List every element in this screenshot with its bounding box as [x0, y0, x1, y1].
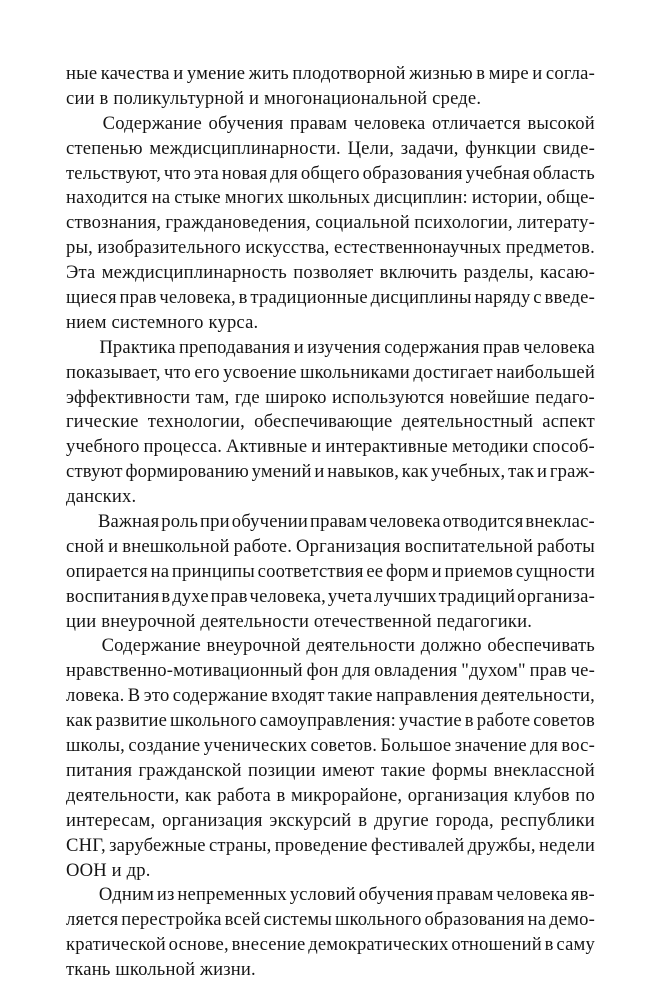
text-line — [66, 361, 595, 386]
word: в — [544, 934, 554, 956]
word: школьных — [287, 187, 371, 209]
word: учебная — [465, 162, 531, 184]
word: самоуправления: — [259, 710, 396, 732]
word: истории, — [471, 187, 543, 209]
word: Важная — [97, 511, 160, 533]
text-line — [66, 211, 595, 236]
word: школьного — [170, 710, 257, 732]
word: СНГ, — [66, 834, 106, 856]
word: демократических — [308, 934, 449, 956]
word: Содержание — [101, 635, 201, 657]
text-line — [66, 435, 595, 460]
word: и — [314, 461, 325, 483]
word: отношений — [451, 934, 542, 956]
word: традиций — [438, 585, 516, 607]
word: че- — [570, 660, 595, 682]
word: нравственно-мотивационный — [66, 660, 303, 682]
word: направления — [376, 685, 479, 707]
word: общего — [300, 162, 360, 184]
word: формированию — [125, 461, 249, 483]
word: усвоение — [223, 361, 297, 383]
word: кратической — [66, 934, 166, 956]
word: питания — [66, 759, 133, 781]
word: интерактивные — [325, 436, 448, 458]
word: щиеся — [66, 287, 117, 309]
word: степенью — [66, 137, 143, 159]
word: создание — [128, 735, 201, 757]
word: находится — [66, 187, 148, 209]
word: школьниками — [300, 361, 410, 383]
word: организация — [162, 809, 263, 831]
word: в — [476, 63, 486, 84]
word: наряду — [474, 287, 531, 309]
text-line — [66, 610, 595, 635]
word: высокой — [527, 112, 595, 134]
word: овладения — [374, 660, 458, 682]
word: ные — [66, 63, 98, 84]
word-run: данских. — [66, 486, 137, 508]
word: жить — [248, 63, 289, 84]
word: человека — [353, 112, 426, 134]
text-line — [66, 883, 595, 908]
word: сной — [66, 535, 105, 557]
word: обеспечивающие — [254, 411, 393, 433]
word: Активные — [226, 436, 308, 458]
word: школы, — [66, 735, 125, 757]
word: имеют — [321, 759, 375, 781]
word: человека — [523, 336, 595, 358]
text-line — [66, 386, 595, 411]
word: образования — [362, 162, 463, 184]
word: непременных — [177, 884, 287, 906]
word: изучения — [307, 336, 381, 358]
word: должно — [420, 635, 482, 657]
word: человека, — [249, 585, 326, 607]
word: работа — [217, 784, 271, 806]
word: ствуют — [66, 461, 123, 483]
word: вос- — [561, 735, 595, 757]
word: Организация — [296, 535, 401, 557]
word: роль — [161, 511, 199, 533]
word: так — [508, 461, 535, 483]
word: прав — [210, 585, 248, 607]
word: эффективности — [66, 386, 191, 408]
word: разделы, — [463, 262, 534, 284]
word: ее — [366, 560, 384, 582]
word: в — [238, 287, 248, 309]
word: значение — [454, 735, 527, 757]
word: функции — [465, 137, 537, 159]
text-line — [66, 734, 595, 759]
word: социальной — [315, 212, 410, 234]
word: Эта — [66, 262, 96, 284]
word: учета — [327, 585, 373, 607]
text-line — [66, 62, 595, 87]
word: внесение — [231, 934, 306, 956]
word: дружбы, — [467, 834, 536, 856]
word: по — [575, 784, 595, 806]
word: правам — [290, 112, 348, 134]
word: экскурсий — [269, 809, 352, 831]
text-line — [66, 311, 595, 336]
word: и — [311, 436, 322, 458]
word: сущности — [515, 560, 595, 582]
word-run: сии в поликультурной и многонациональной среде. — [66, 87, 482, 109]
word: воспитательной — [404, 535, 534, 557]
word: гические — [66, 411, 139, 433]
word: естественнонаучных — [334, 237, 502, 259]
word: и — [108, 535, 119, 557]
word: организа- — [517, 585, 595, 607]
word: микрорайоне, — [291, 784, 403, 806]
text-line — [66, 958, 595, 983]
paragraph — [66, 336, 595, 510]
word: наибольшей — [496, 361, 595, 383]
word: дисциплины — [370, 287, 472, 309]
text-line — [66, 759, 595, 784]
word: города, — [435, 809, 494, 831]
word: позиции — [248, 759, 316, 781]
word: учебного — [66, 436, 140, 458]
word: эта — [193, 162, 219, 184]
text-line — [66, 684, 595, 709]
word: ловека. — [66, 685, 125, 707]
word: Одним — [98, 884, 155, 906]
text-line — [66, 560, 595, 585]
word: правам — [309, 511, 368, 533]
word: условий — [289, 884, 356, 906]
paragraph — [66, 112, 595, 336]
word: на — [150, 560, 170, 582]
word: новая — [221, 162, 268, 184]
text-line — [66, 535, 595, 560]
word: плодотворной — [292, 63, 406, 84]
word: навыков, — [327, 461, 400, 483]
word: в — [276, 784, 286, 806]
word: дисциплин: — [374, 187, 468, 209]
word: такие — [327, 685, 373, 707]
word: технологии, — [147, 411, 245, 433]
word: стыке — [174, 187, 221, 209]
word: клубов — [513, 784, 570, 806]
word: прав — [529, 660, 567, 682]
word: формы — [431, 759, 488, 781]
text-line — [66, 112, 595, 137]
word: учебных, — [431, 461, 506, 483]
word: деятельности, — [481, 685, 595, 707]
word: внеклассной — [493, 759, 595, 781]
paragraph — [66, 510, 595, 634]
word: деятельности — [306, 635, 416, 657]
word: развитие — [95, 710, 168, 732]
word: используются — [332, 386, 445, 408]
word: процесса. — [143, 436, 223, 458]
word: способ- — [532, 436, 595, 458]
word: это — [143, 685, 170, 707]
word: предметов. — [505, 237, 595, 259]
word: граждановедения, — [165, 212, 311, 234]
text-line — [66, 286, 595, 311]
word: приемов — [444, 560, 514, 582]
text-line — [66, 809, 595, 834]
word: позволяет — [293, 262, 374, 284]
word: проведение — [274, 834, 368, 856]
word: обучения — [208, 112, 284, 134]
word: и — [532, 63, 543, 84]
word: советов — [533, 710, 595, 732]
word: республики — [500, 809, 595, 831]
text-line — [66, 137, 595, 162]
text-line — [66, 908, 595, 933]
word: на — [151, 187, 171, 209]
word: всей — [224, 909, 261, 931]
word: что — [163, 361, 192, 383]
paragraph — [66, 62, 595, 112]
word: из — [156, 884, 175, 906]
word: воспитания — [66, 585, 160, 607]
word: при — [200, 511, 230, 533]
word: мире — [488, 63, 529, 84]
word: "духом" — [461, 660, 526, 682]
word: работы — [537, 535, 595, 557]
word: входят — [271, 685, 325, 707]
text-line — [66, 261, 595, 286]
word: и — [293, 336, 304, 358]
word: касаю- — [540, 262, 595, 284]
word: там, — [195, 386, 230, 408]
word: принципы — [171, 560, 255, 582]
word: человека — [369, 511, 441, 533]
text-line — [66, 510, 595, 535]
word: Содержание — [102, 112, 202, 134]
word: работе. — [233, 535, 293, 557]
word: Большое — [380, 735, 452, 757]
text-line — [66, 784, 595, 809]
word: где — [234, 386, 260, 408]
word: в — [161, 585, 171, 607]
word: традиционные — [250, 287, 368, 309]
word: саму — [556, 934, 595, 956]
word: и — [173, 63, 184, 84]
word: соответствия — [257, 560, 364, 582]
word: такие — [380, 759, 426, 781]
word: организация — [407, 784, 509, 806]
word: обще- — [546, 187, 595, 209]
word: как — [66, 710, 93, 732]
word: что — [163, 162, 191, 184]
word: прав — [482, 336, 520, 358]
word: деятельности, — [66, 784, 180, 806]
word: жизнью — [409, 63, 473, 84]
word: умений — [251, 461, 312, 483]
word: человека — [496, 884, 568, 906]
word: интересам, — [66, 809, 156, 831]
word: искусства, — [245, 237, 330, 259]
word: тельствуют, — [66, 162, 162, 184]
word: обучения — [358, 884, 434, 906]
word: качества — [100, 63, 170, 84]
word: содержание — [172, 685, 268, 707]
word: советов. — [310, 735, 378, 757]
word: перестройка — [121, 909, 222, 931]
word: его — [194, 361, 220, 383]
word: умение — [186, 63, 246, 84]
word: обучении — [231, 511, 309, 533]
text-line — [66, 410, 595, 435]
word: ляется — [66, 909, 119, 931]
word: Практика — [99, 336, 176, 358]
word: с — [533, 287, 542, 309]
word: введе- — [544, 287, 595, 309]
word: достигает — [413, 361, 493, 383]
body-text-column — [66, 62, 595, 983]
word: междисциплинарности. — [149, 137, 341, 159]
word: показывает, — [66, 361, 161, 383]
text-line — [66, 859, 595, 884]
word: междисциплинарность — [101, 262, 287, 284]
text-line — [66, 336, 595, 361]
word: духе — [172, 585, 209, 607]
text-line — [66, 162, 595, 187]
text-line — [66, 460, 595, 485]
word: на — [527, 909, 547, 931]
word: деятельностный — [401, 411, 534, 433]
word: аспект — [542, 411, 595, 433]
word: новейшие — [449, 386, 530, 408]
word: и — [431, 560, 442, 582]
word: человека, — [159, 287, 236, 309]
text-line — [66, 87, 595, 112]
word-run: нием системного курса. — [66, 311, 259, 333]
word: преподавания — [178, 336, 291, 358]
word: форм — [385, 560, 429, 582]
word: другие — [374, 809, 429, 831]
word: образования — [424, 909, 525, 931]
word: многих — [224, 187, 284, 209]
text-line — [66, 585, 595, 610]
word: фон — [306, 660, 339, 682]
word: для — [270, 162, 299, 184]
word: демо- — [549, 909, 595, 931]
word: ры, — [66, 237, 93, 259]
word: работе — [476, 710, 531, 732]
word: внеурочной — [206, 635, 301, 657]
paragraph — [66, 883, 595, 983]
word: лучших — [374, 585, 437, 607]
word: гражданской — [138, 759, 242, 781]
text-line — [66, 186, 595, 211]
word: в — [464, 710, 474, 732]
word: содержания — [384, 336, 480, 358]
word: фестивалей — [370, 834, 465, 856]
word: В — [127, 685, 141, 707]
word: недели — [538, 834, 595, 856]
text-line — [66, 659, 595, 684]
text-line — [66, 485, 595, 510]
word: отличается — [432, 112, 521, 134]
word: методики — [451, 436, 529, 458]
word: внеклас- — [525, 511, 595, 533]
text-line — [66, 236, 595, 261]
word: прав — [119, 287, 157, 309]
word: свиде- — [542, 137, 595, 159]
word-run: ции внеурочной деятельности отечественной педагогики. — [66, 610, 533, 632]
word: школьного — [334, 909, 422, 931]
paragraph — [66, 634, 595, 883]
word: изобразительного — [97, 237, 242, 259]
word: отводится — [442, 511, 524, 533]
text-line — [66, 834, 595, 859]
word: включить — [379, 262, 458, 284]
word: ствознания, — [66, 212, 162, 234]
word: согла- — [545, 63, 595, 84]
word: литерату- — [517, 212, 595, 234]
word: страны, — [208, 834, 272, 856]
word: граж- — [549, 461, 595, 483]
word: область — [532, 162, 595, 184]
word: психологии, — [414, 212, 513, 234]
word-run: ткань школьной жизни. — [66, 959, 256, 981]
word: яв- — [570, 884, 595, 906]
word: опирается — [66, 560, 148, 582]
word: основе, — [168, 934, 229, 956]
word: задачи, — [400, 137, 459, 159]
word: правам — [436, 884, 494, 906]
text-line — [66, 933, 595, 958]
word: обеспечивать — [487, 635, 595, 657]
word: внешкольной — [122, 535, 230, 557]
word: зарубежные — [109, 834, 206, 856]
word: как — [185, 784, 212, 806]
word: для — [530, 735, 559, 757]
word: широко — [265, 386, 327, 408]
word: системы — [263, 909, 333, 931]
word: ученических — [203, 735, 308, 757]
word: Цели, — [347, 137, 395, 159]
word: участие — [398, 710, 462, 732]
word-run: ООН и др. — [66, 859, 151, 881]
word: в — [358, 809, 368, 831]
word: для — [342, 660, 371, 682]
word: и — [536, 461, 548, 483]
word: как — [401, 461, 429, 483]
word: педаго- — [535, 386, 595, 408]
text-line — [66, 709, 595, 734]
text-line — [66, 634, 595, 659]
